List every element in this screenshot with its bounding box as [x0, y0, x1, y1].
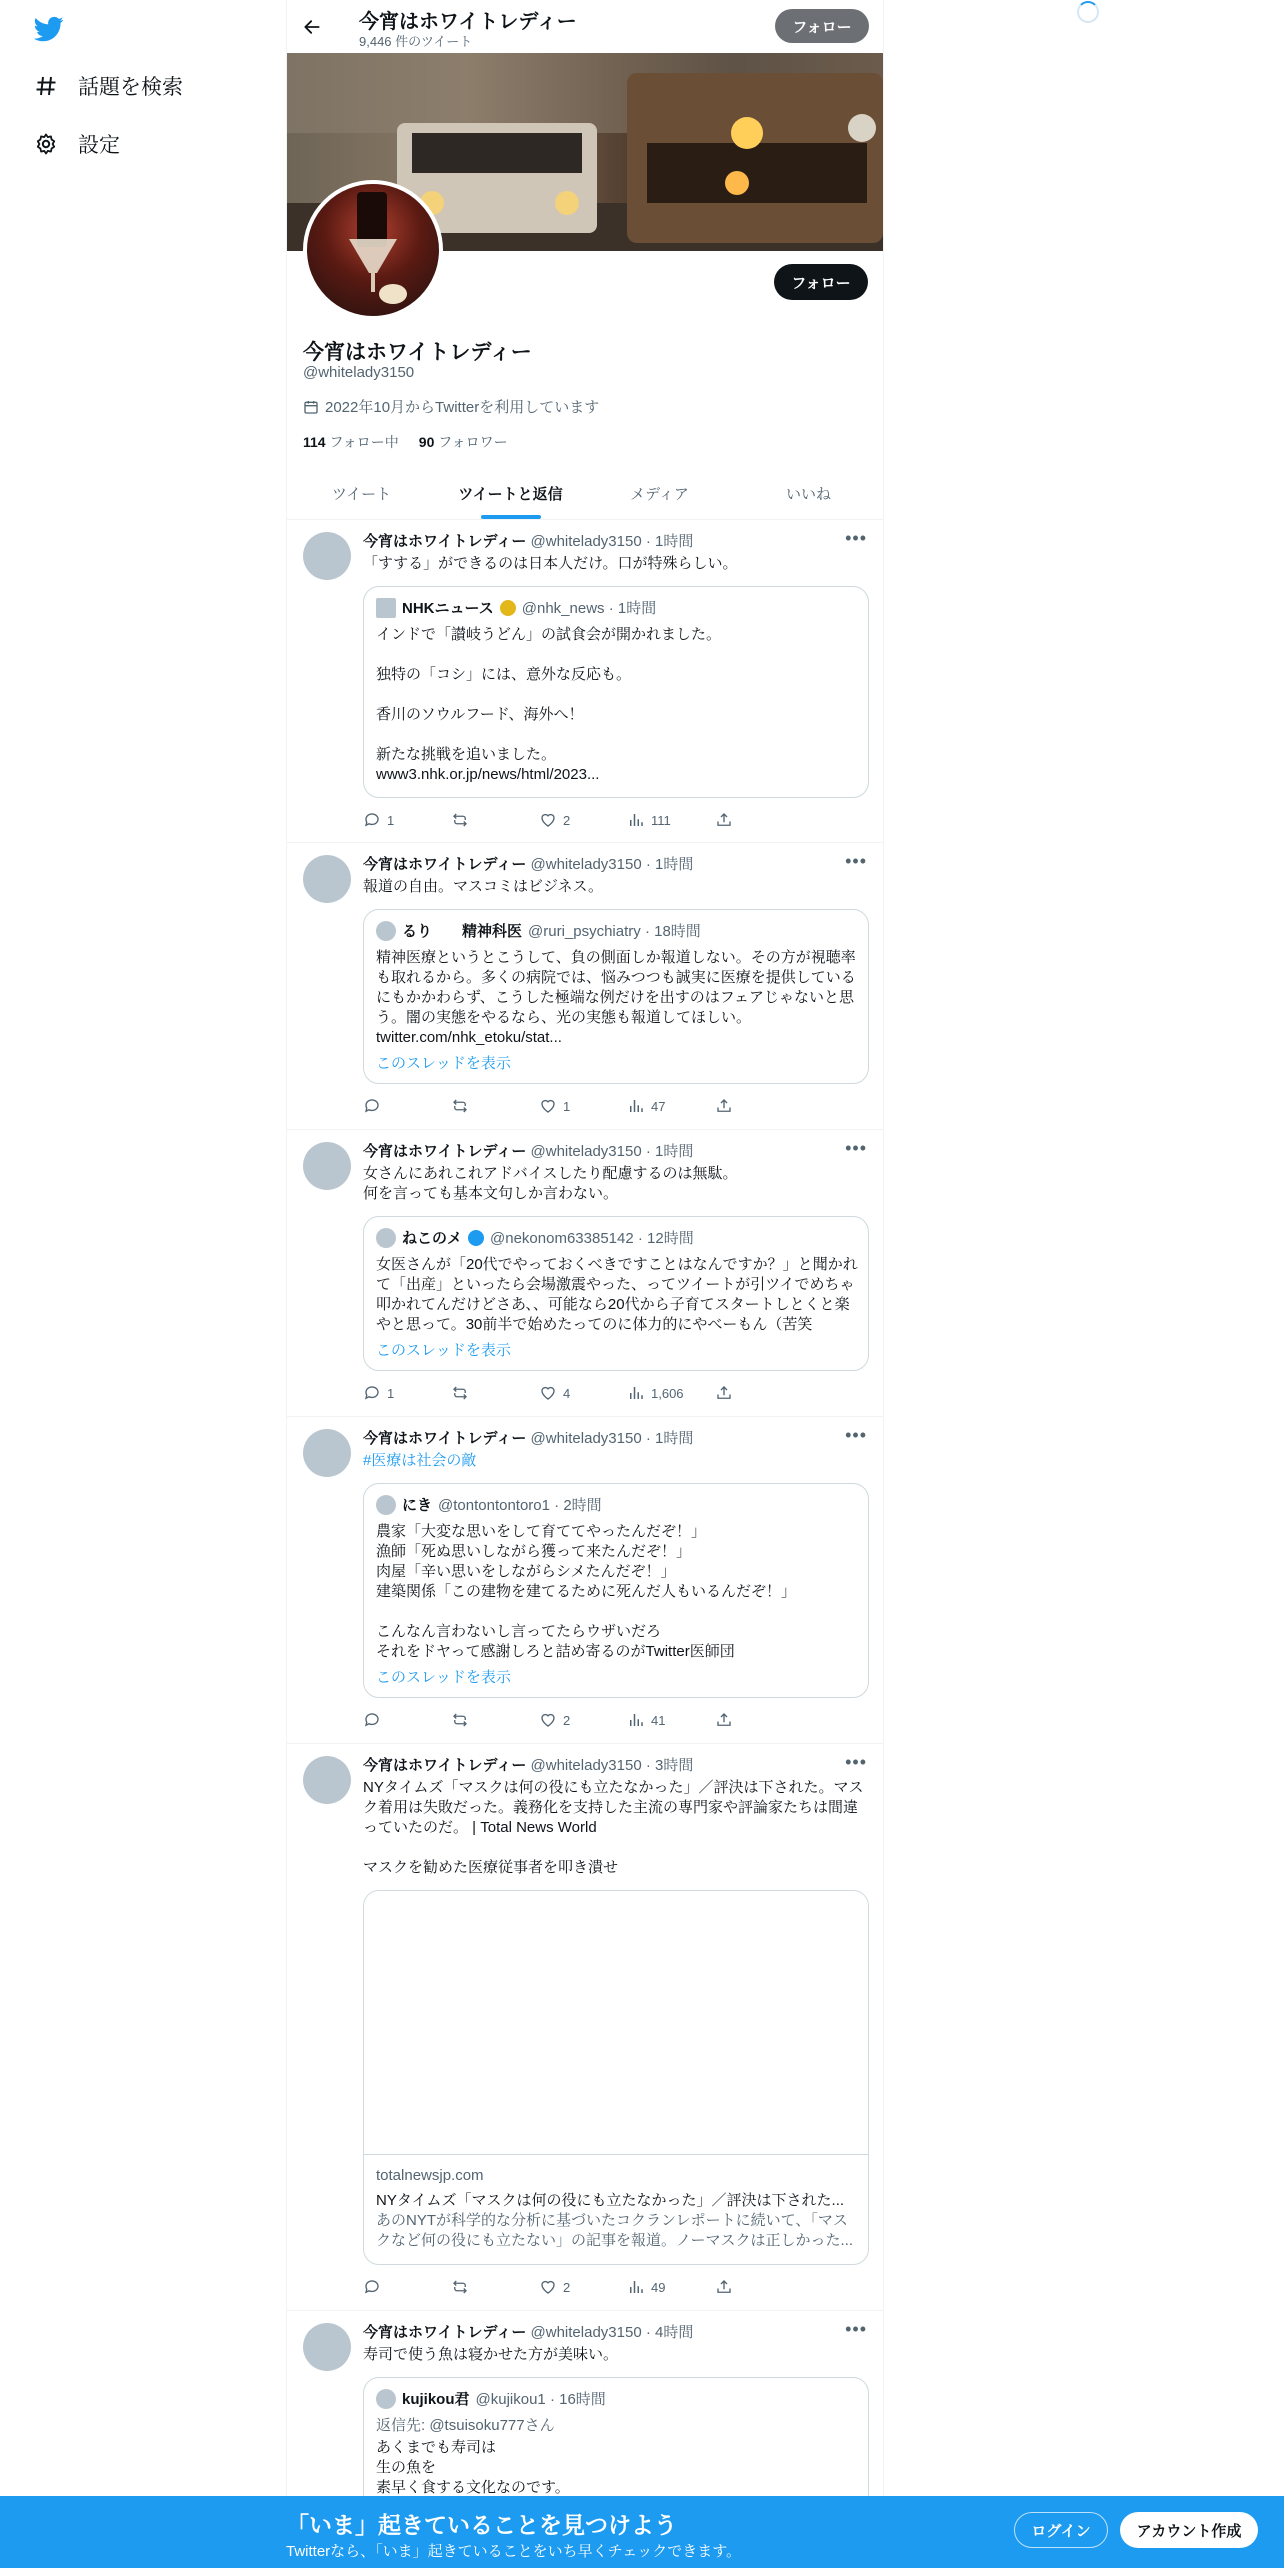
quote-meta: @kujikou1 · 16時間	[475, 2391, 606, 2408]
arrow-left-icon	[302, 17, 322, 37]
nav-explore-label: 話題を検索	[78, 76, 183, 99]
header-tweet-count: 9,446 件のツイート	[359, 34, 473, 49]
reply-icon	[363, 1711, 381, 1729]
verified-badge-icon	[468, 1230, 484, 1246]
retweet-icon	[451, 1097, 469, 1115]
heart-icon	[539, 811, 557, 829]
tweet-avatar[interactable]	[303, 1429, 351, 1477]
show-thread-link[interactable]: このスレッドを表示	[376, 1669, 511, 1686]
quote-text: 農家「大変な思いをして育ててやったんだぞ！」 漁師「死ぬ思いしながら獲って来たんだぞ！」 肉屋「辛い思いをしながらシメたんだぞ！」 建築関係「この建物を建てるために死んだ人もいるんだぞ！」 こんなん言わないし言ってたらウザいだろ それをドヤって感謝しろと詰め寄るのがTwitter医師団	[376, 1523, 797, 1660]
quote-meta: @nekonom63385142 · 12時間	[490, 1230, 694, 1247]
like-button[interactable]	[539, 1383, 627, 1403]
reply-count: 1	[387, 1385, 395, 1401]
signup-button[interactable]: アカウント作成	[1120, 2512, 1258, 2548]
quote-author-name: にき	[402, 1497, 433, 1514]
heart-icon	[539, 2278, 557, 2296]
heart-icon	[539, 1097, 557, 1115]
view-count: 111	[651, 812, 671, 828]
views-button[interactable]	[627, 810, 715, 830]
tweet-header	[363, 530, 693, 551]
quote-avatar	[376, 1495, 396, 1515]
cocktail-glass-illustration	[307, 184, 439, 316]
like-count: 2	[563, 812, 571, 828]
share-icon	[715, 1097, 733, 1115]
tweet-meta: @whitelady3150 · 1時間	[530, 856, 694, 873]
profile-avatar[interactable]	[303, 180, 443, 320]
following-count: 114	[303, 434, 326, 450]
tweet-header	[363, 1754, 693, 1775]
like-count: 4	[563, 1385, 571, 1401]
tweet-avatar[interactable]	[303, 532, 351, 580]
nav-settings[interactable]	[34, 124, 120, 164]
signup-banner	[0, 2496, 1284, 2568]
tweet[interactable]	[287, 520, 883, 843]
quote-tweet[interactable]	[363, 586, 869, 798]
profile-joined-text: 2022年10月からTwitterを利用しています	[325, 399, 600, 416]
link-card[interactable]	[363, 1890, 869, 2265]
profile-handle: @whitelady3150	[303, 364, 415, 381]
tweet[interactable]	[287, 843, 883, 1130]
reply-count: 1	[387, 812, 395, 828]
share-icon	[715, 1384, 733, 1402]
tweet-actions	[363, 2277, 803, 2297]
link-card-domain: totalnewsjp.com	[376, 2167, 484, 2184]
tweet-text: 「すする」ができるのは日本人だけ。口が特殊らしい。	[363, 555, 738, 572]
show-thread-link[interactable]: このスレッドを表示	[376, 1055, 511, 1072]
hashtag-icon	[34, 74, 58, 98]
tweet-avatar[interactable]	[303, 1756, 351, 1804]
tweet-header	[363, 2321, 693, 2342]
back-button[interactable]	[297, 12, 327, 42]
heart-icon	[539, 1384, 557, 1402]
quote-header	[376, 1494, 602, 1515]
quote-author-name: ねこのメ	[402, 1230, 463, 1247]
quote-author-name: kujikou君	[402, 2391, 470, 2408]
quote-meta: @tontontontoro1 · 2時間	[438, 1497, 602, 1514]
quote-meta: @nhk_news · 1時間	[521, 600, 657, 617]
more-icon[interactable]: •••	[845, 1138, 867, 1158]
tweet-author-name[interactable]: 今宵はホワイトレディー	[363, 1143, 527, 1160]
quote-tweet[interactable]	[363, 1483, 869, 1698]
views-button[interactable]	[627, 1383, 715, 1403]
tweet[interactable]	[287, 1130, 883, 1417]
retweet-button[interactable]	[451, 1710, 539, 1730]
profile-follow-button[interactable]: フォロー	[774, 264, 868, 300]
share-button[interactable]	[715, 1383, 803, 1403]
followers-count: 90	[418, 434, 435, 450]
more-icon[interactable]: •••	[845, 1425, 867, 1445]
reply-icon	[363, 1384, 381, 1402]
more-icon[interactable]: •••	[845, 528, 867, 548]
hashtag-link[interactable]: #医療は社会の敵	[363, 1452, 477, 1469]
more-icon[interactable]: •••	[845, 851, 867, 871]
like-button[interactable]	[539, 1096, 627, 1116]
tweet-avatar[interactable]	[303, 1142, 351, 1190]
quote-header	[376, 920, 701, 941]
share-icon	[715, 2278, 733, 2296]
quote-avatar	[376, 921, 396, 941]
reply-icon	[363, 2278, 381, 2296]
retweet-button[interactable]	[451, 1096, 539, 1116]
quote-author-name: るり 精神科医	[402, 923, 523, 940]
retweet-button[interactable]	[451, 2277, 539, 2297]
like-button[interactable]	[539, 1710, 627, 1730]
quote-author-name: NHKニュース	[402, 600, 494, 617]
following-label: フォロー中	[329, 434, 399, 450]
like-button[interactable]	[539, 2277, 627, 2297]
profile-timeline	[286, 0, 884, 2568]
tweet-actions	[363, 1383, 803, 1403]
reply-button[interactable]	[363, 810, 451, 830]
tweet-avatar[interactable]	[303, 2323, 351, 2371]
reply-button[interactable]	[363, 1383, 451, 1403]
reply-button[interactable]	[363, 2277, 451, 2297]
tweet-meta: @whitelady3150 · 3時間	[530, 1757, 694, 1774]
quote-meta: @ruri_psychiatry · 18時間	[528, 923, 701, 940]
tweet-header	[363, 1140, 693, 1161]
tweet-text: 報道の自由。マスコミはビジネス。	[363, 878, 604, 895]
views-button[interactable]	[627, 1710, 715, 1730]
link-card-description: あのNYTが科学的な分析に基づいたコクランレポートに続いて、「マスクなど何の役にも立たない」の記事を報道。ノーマスクは正しかった...	[376, 2212, 854, 2249]
tweet-author-name[interactable]: 今宵はホワイトレディー	[363, 2324, 527, 2341]
like-button[interactable]	[539, 810, 627, 830]
like-count: 2	[563, 2279, 571, 2295]
like-count: 1	[563, 1098, 571, 1114]
analytics-icon	[627, 811, 645, 829]
tweet-text: 寿司で使う魚は寝かせた方が美味い。	[363, 2346, 619, 2363]
tab-tweets-replies[interactable]: ツイートと返信	[436, 468, 585, 519]
loading-spinner-icon	[1077, 1, 1099, 23]
view-count: 1,606	[651, 1385, 684, 1401]
tab-likes[interactable]: いいね	[785, 486, 831, 503]
top-bar	[287, 0, 883, 53]
tweet-text: 女さんにあれこれアドバイスしたり配慮するのは無駄。 何を言っても基本文句しか言わない。	[363, 1165, 738, 1202]
signup-banner-subtitle: Twitterなら、「いま」起きていることをいち早くチェックできます。	[286, 2543, 742, 2560]
tweet-actions	[363, 810, 803, 830]
analytics-icon	[627, 1711, 645, 1729]
quote-avatar	[376, 598, 396, 618]
twitter-logo-icon[interactable]	[34, 14, 64, 44]
reply-button[interactable]	[363, 1096, 451, 1116]
share-icon	[715, 1711, 733, 1729]
header-follow-button[interactable]: フォロー	[775, 9, 869, 43]
analytics-icon	[627, 1384, 645, 1402]
reply-icon	[363, 811, 381, 829]
share-button[interactable]	[715, 810, 803, 830]
share-button[interactable]	[715, 1710, 803, 1730]
profile-name: 今宵はホワイトレディー	[303, 341, 532, 364]
quote-avatar	[376, 2389, 396, 2409]
quote-avatar	[376, 1228, 396, 1248]
profile-stats	[303, 432, 508, 452]
share-button[interactable]	[715, 1096, 803, 1116]
tab-tweets[interactable]: ツイート	[331, 486, 392, 503]
analytics-icon	[627, 1097, 645, 1115]
tweet-author-name[interactable]: 今宵はホワイトレディー	[363, 1757, 527, 1774]
nav-settings-label: 設定	[78, 134, 120, 157]
quote-text: あくまでも寿司は 生の魚を 素早く食する文化なのです。	[376, 2439, 570, 2496]
tweet-actions	[363, 1710, 803, 1730]
retweet-button[interactable]	[451, 810, 539, 830]
verified-gold-badge-icon	[500, 600, 516, 616]
analytics-icon	[627, 2278, 645, 2296]
quote-text: 精神医療というとこうして、負の側面しか報道しない。その方が視聴率も取れるから。多くの病院では、悩みつつも誠実に医療を提供しているにもかかわらず、こうした極端な例だけを出すのはフェアじゃないと思う。闇の実態をやるなら、光の実態も報道してほしい。 twitter.com/nhk_etoku/stat...	[376, 949, 856, 1046]
tweet-author-name[interactable]: 今宵はホワイトレディー	[363, 856, 527, 873]
followers-link[interactable]	[419, 432, 508, 452]
quote-text: インドで「讃岐うどん」の試食会が開かれました。 独特の「コシ」には、意外な反応も。 香川のソウルフード、海外へ！ 新たな挑戦を追いました。 www3.nhk.or.jp/news/html/2023...	[376, 626, 722, 783]
more-icon[interactable]: •••	[845, 1752, 867, 1772]
share-button[interactable]	[715, 2277, 803, 2297]
following-link[interactable]	[303, 432, 399, 452]
login-button[interactable]: ログイン	[1014, 2512, 1108, 2548]
quote-header	[376, 597, 656, 618]
views-button[interactable]	[627, 2277, 715, 2297]
reply-button[interactable]	[363, 1710, 451, 1730]
signup-banner-title: 「いま」起きていることを見つけよう	[286, 2512, 677, 2538]
quote-text: 女医さんが「20代でやっておくべきですことはなんですか？」と聞かれて「出産」といったら会場激震やった、ってツイートが引ツイでめちゃ叩かれてんだけどさあ、、可能なら20代から子育てスタートしとくと楽やと思って。30前半で始めたってのに体力的にやべーもん（苦笑	[376, 1256, 858, 1333]
quote-tweet[interactable]	[363, 909, 869, 1084]
retweet-icon	[451, 811, 469, 829]
calendar-icon	[303, 399, 319, 415]
tweet-header	[363, 853, 693, 874]
quote-tweet[interactable]	[363, 1216, 869, 1371]
tweet[interactable]	[287, 1417, 883, 1744]
tweet-header	[363, 1427, 693, 1448]
tweet-author-name[interactable]: 今宵はホワイトレディー	[363, 1430, 527, 1447]
profile-tabs	[287, 468, 883, 520]
reply-icon	[363, 1097, 381, 1115]
tweet-meta: @whitelady3150 · 1時間	[530, 1430, 694, 1447]
nav-explore[interactable]	[34, 66, 183, 106]
show-thread-link[interactable]: このスレッドを表示	[376, 1342, 511, 1359]
view-count: 49	[651, 2279, 666, 2295]
tweet-meta: @whitelady3150 · 1時間	[530, 1143, 694, 1160]
like-count: 2	[563, 1712, 571, 1728]
link-card-image	[364, 1891, 868, 2155]
quote-reply-to: 返信先: @tsuisoku777さん	[376, 2417, 555, 2434]
tweet-actions	[363, 1096, 803, 1116]
view-count: 47	[651, 1098, 666, 1114]
retweet-icon	[451, 1711, 469, 1729]
tab-media[interactable]: メディア	[630, 486, 689, 503]
retweet-button[interactable]	[451, 1383, 539, 1403]
retweet-icon	[451, 2278, 469, 2296]
view-count: 41	[651, 1712, 666, 1728]
tweet-meta: @whitelady3150 · 1時間	[530, 533, 694, 550]
heart-icon	[539, 1711, 557, 1729]
tweet-avatar[interactable]	[303, 855, 351, 903]
more-icon[interactable]: •••	[845, 2319, 867, 2339]
header-title: 今宵はホワイトレディー	[359, 11, 577, 33]
tweet-author-name[interactable]: 今宵はホワイトレディー	[363, 533, 527, 550]
tweet-text: NYタイムズ「マスクは何の役にも立たなかった」／評決は下された。マスク着用は失敗だった。義務化を支持した主流の専門家や評論家たちは間違っていたのだ。 | Total News World マスクを勧めた医療従事者を叩き潰せ	[363, 1779, 864, 1876]
link-card-title: NYタイムズ「マスクは何の役にも立たなかった」／評決は下された...	[376, 2192, 845, 2209]
share-icon	[715, 811, 733, 829]
quote-header	[376, 2388, 606, 2409]
tweet[interactable]	[287, 1744, 883, 2311]
gear-icon	[34, 132, 58, 156]
followers-label: フォロワー	[438, 434, 508, 450]
quote-header	[376, 1227, 694, 1248]
profile-joined	[303, 396, 599, 417]
retweet-icon	[451, 1384, 469, 1402]
views-button[interactable]	[627, 1096, 715, 1116]
tweet-meta: @whitelady3150 · 4時間	[530, 2324, 694, 2341]
